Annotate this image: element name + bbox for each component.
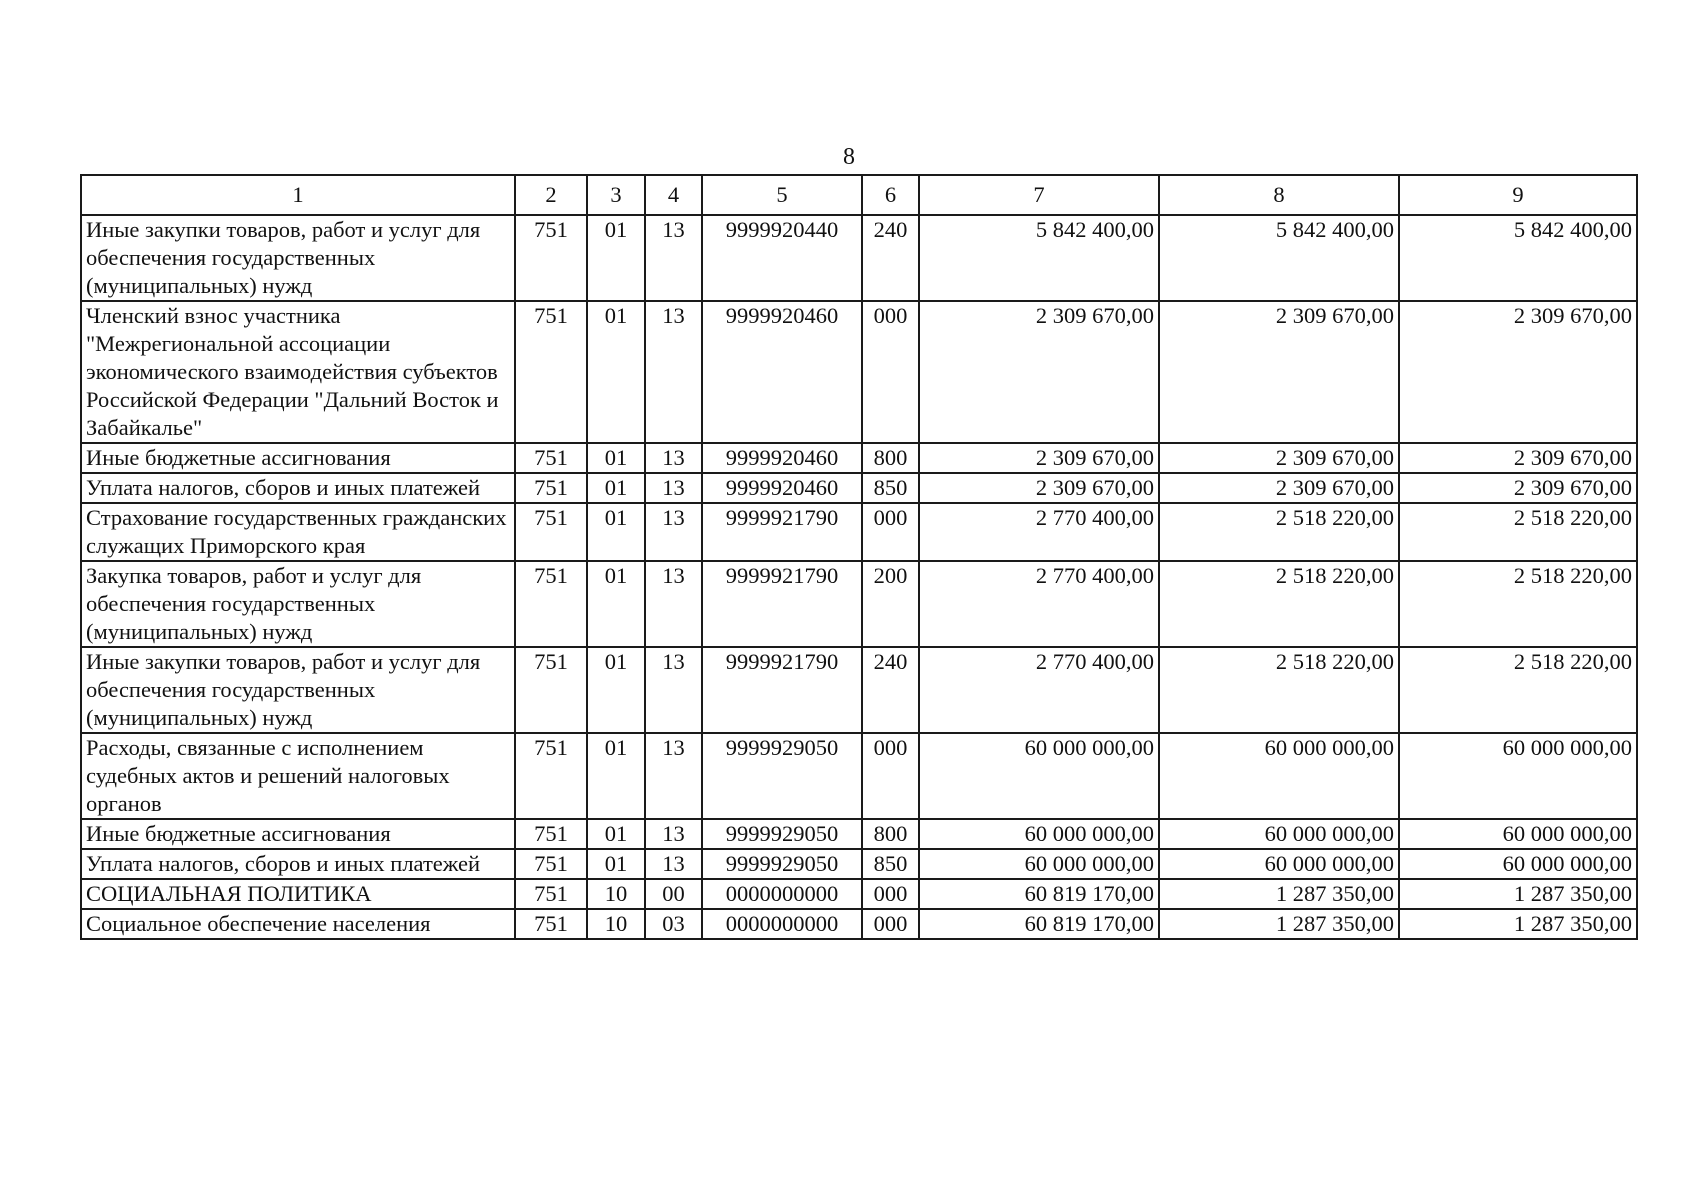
target-article-code: 9999921790: [702, 647, 862, 733]
amount-col-7: 5 842 400,00: [919, 215, 1159, 301]
amount-col-8: 2 309 670,00: [1159, 443, 1399, 473]
amount-col-7: 2 770 400,00: [919, 561, 1159, 647]
target-article-code: 9999929050: [702, 733, 862, 819]
section-code: 01: [587, 819, 645, 849]
section-code: 01: [587, 473, 645, 503]
amount-col-9: 1 287 350,00: [1399, 909, 1637, 939]
ministry-code: 751: [515, 879, 587, 909]
table-row: [81, 301, 1637, 443]
expense-name: Иные закупки товаров, работ и услуг для обеспечения государственных (муниципальных) нужд: [81, 215, 515, 301]
amount-col-9: 2 518 220,00: [1399, 561, 1637, 647]
ministry-code: 751: [515, 819, 587, 849]
ministry-code: 751: [515, 503, 587, 561]
expense-type-code: 800: [862, 819, 919, 849]
expense-type-code: 000: [862, 733, 919, 819]
amount-col-8: 1 287 350,00: [1159, 879, 1399, 909]
table-row: [81, 819, 1637, 849]
subsection-code: 13: [645, 819, 702, 849]
target-article-code: 0000000000: [702, 879, 862, 909]
amount-col-9: 2 309 670,00: [1399, 443, 1637, 473]
ministry-code: 751: [515, 443, 587, 473]
subsection-code: 13: [645, 647, 702, 733]
header-cell: 1: [81, 175, 515, 215]
table-row: [81, 849, 1637, 879]
amount-col-9: 60 000 000,00: [1399, 849, 1637, 879]
amount-col-7: 2 309 670,00: [919, 301, 1159, 443]
amount-col-8: 2 518 220,00: [1159, 503, 1399, 561]
subsection-code: 13: [645, 443, 702, 473]
amount-col-7: 60 819 170,00: [919, 909, 1159, 939]
budget-table: [80, 174, 1638, 940]
header-cell: 2: [515, 175, 587, 215]
expense-type-code: 240: [862, 215, 919, 301]
section-code: 01: [587, 215, 645, 301]
expense-type-code: 800: [862, 443, 919, 473]
amount-col-7: 2 309 670,00: [919, 473, 1159, 503]
amount-col-8: 5 842 400,00: [1159, 215, 1399, 301]
section-code: 01: [587, 733, 645, 819]
header-cell: 4: [645, 175, 702, 215]
amount-col-9: 2 518 220,00: [1399, 647, 1637, 733]
section-code: 01: [587, 849, 645, 879]
expense-type-code: 000: [862, 879, 919, 909]
amount-col-7: 60 000 000,00: [919, 733, 1159, 819]
amount-col-9: 2 309 670,00: [1399, 473, 1637, 503]
amount-col-8: 60 000 000,00: [1159, 819, 1399, 849]
amount-col-8: 2 309 670,00: [1159, 301, 1399, 443]
section-code: 01: [587, 443, 645, 473]
table-row: [81, 561, 1637, 647]
section-code: 01: [587, 647, 645, 733]
expense-type-code: 200: [862, 561, 919, 647]
amount-col-9: 1 287 350,00: [1399, 879, 1637, 909]
ministry-code: 751: [515, 849, 587, 879]
amount-col-9: 5 842 400,00: [1399, 215, 1637, 301]
amount-col-8: 60 000 000,00: [1159, 733, 1399, 819]
target-article-code: 0000000000: [702, 909, 862, 939]
amount-col-7: 2 770 400,00: [919, 503, 1159, 561]
amount-col-8: 1 287 350,00: [1159, 909, 1399, 939]
header-cell: 5: [702, 175, 862, 215]
header-cell: 7: [919, 175, 1159, 215]
subsection-code: 13: [645, 733, 702, 819]
amount-col-8: 2 518 220,00: [1159, 561, 1399, 647]
ministry-code: 751: [515, 909, 587, 939]
target-article-code: 9999920460: [702, 473, 862, 503]
target-article-code: 9999921790: [702, 503, 862, 561]
amount-col-7: 60 000 000,00: [919, 849, 1159, 879]
subsection-code: 13: [645, 473, 702, 503]
expense-type-code: 240: [862, 647, 919, 733]
amount-col-7: 2 309 670,00: [919, 443, 1159, 473]
amount-col-7: 60 000 000,00: [919, 819, 1159, 849]
ministry-code: 751: [515, 301, 587, 443]
subsection-code: 13: [645, 215, 702, 301]
amount-col-9: 60 000 000,00: [1399, 819, 1637, 849]
amount-col-8: 2 518 220,00: [1159, 647, 1399, 733]
section-code: 10: [587, 879, 645, 909]
expense-type-code: 850: [862, 849, 919, 879]
page-number: 8: [843, 144, 855, 170]
table-row: [81, 647, 1637, 733]
expense-name: Иные бюджетные ассигнования: [81, 443, 515, 473]
amount-col-8: 2 309 670,00: [1159, 473, 1399, 503]
table-row: [81, 215, 1637, 301]
expense-name: Расходы, связанные с исполнением судебных актов и решений налоговых органов: [81, 733, 515, 819]
target-article-code: 9999920440: [702, 215, 862, 301]
subsection-code: 13: [645, 849, 702, 879]
header-cell: 3: [587, 175, 645, 215]
expense-name: Членский взнос участника "Межрегиональной ассоциации экономического взаимодействия субъектов Российской Федерации "Дальний Восток и Забайкалье": [81, 301, 515, 443]
expense-name: Страхование государственных гражданских служащих Приморского края: [81, 503, 515, 561]
expense-type-code: 000: [862, 503, 919, 561]
amount-col-7: 60 819 170,00: [919, 879, 1159, 909]
ministry-code: 751: [515, 215, 587, 301]
expense-type-code: 850: [862, 473, 919, 503]
expense-type-code: 000: [862, 301, 919, 443]
subsection-code: 03: [645, 909, 702, 939]
section-code: 01: [587, 503, 645, 561]
section-code: 01: [587, 561, 645, 647]
amount-col-9: 2 309 670,00: [1399, 301, 1637, 443]
ministry-code: 751: [515, 733, 587, 819]
subsection-code: 00: [645, 879, 702, 909]
expense-name: Социальное обеспечение населения: [81, 909, 515, 939]
target-article-code: 9999929050: [702, 819, 862, 849]
target-article-code: 9999921790: [702, 561, 862, 647]
table-row: [81, 879, 1637, 909]
expense-type-code: 000: [862, 909, 919, 939]
ministry-code: 751: [515, 561, 587, 647]
ministry-code: 751: [515, 647, 587, 733]
table-header-row: [81, 175, 1637, 215]
target-article-code: 9999929050: [702, 849, 862, 879]
amount-col-9: 60 000 000,00: [1399, 733, 1637, 819]
ministry-code: 751: [515, 473, 587, 503]
subsection-code: 13: [645, 503, 702, 561]
table-row: [81, 733, 1637, 819]
amount-col-9: 2 518 220,00: [1399, 503, 1637, 561]
expense-name: СОЦИАЛЬНАЯ ПОЛИТИКА: [81, 879, 515, 909]
section-code: 01: [587, 301, 645, 443]
table-row: [81, 473, 1637, 503]
expense-name: Иные бюджетные ассигнования: [81, 819, 515, 849]
section-code: 10: [587, 909, 645, 939]
subsection-code: 13: [645, 561, 702, 647]
expense-name: Иные закупки товаров, работ и услуг для обеспечения государственных (муниципальных) нужд: [81, 647, 515, 733]
amount-col-8: 60 000 000,00: [1159, 849, 1399, 879]
expense-name: Закупка товаров, работ и услуг для обеспечения государственных (муниципальных) нужд: [81, 561, 515, 647]
subsection-code: 13: [645, 301, 702, 443]
amount-col-7: 2 770 400,00: [919, 647, 1159, 733]
expense-name: Уплата налогов, сборов и иных платежей: [81, 849, 515, 879]
table-row: [81, 443, 1637, 473]
target-article-code: 9999920460: [702, 443, 862, 473]
table-row: [81, 503, 1637, 561]
table-row: [81, 909, 1637, 939]
header-cell: 6: [862, 175, 919, 215]
target-article-code: 9999920460: [702, 301, 862, 443]
header-cell: 9: [1399, 175, 1637, 215]
header-cell: 8: [1159, 175, 1399, 215]
expense-name: Уплата налогов, сборов и иных платежей: [81, 473, 515, 503]
